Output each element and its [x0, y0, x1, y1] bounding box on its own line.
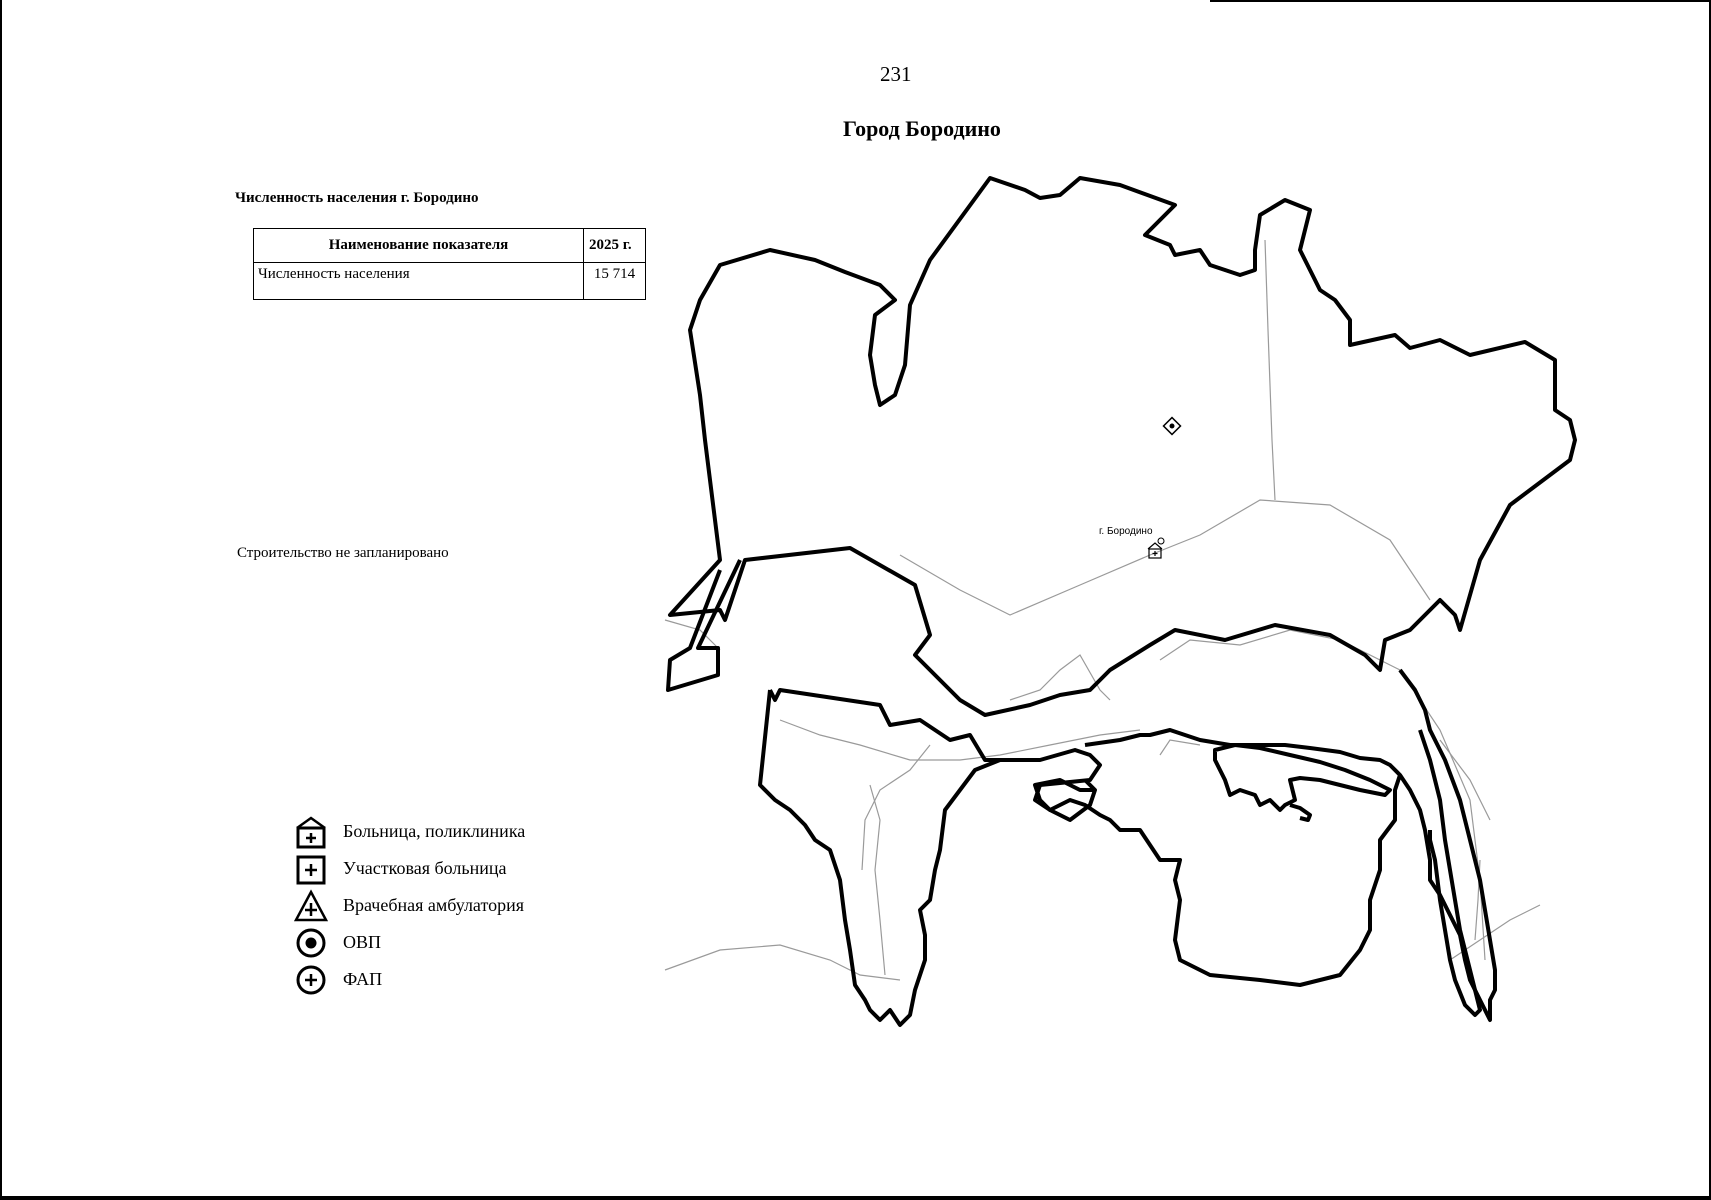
population-heading: Численность населения г. Бородино: [235, 190, 479, 206]
road-line: [665, 945, 900, 980]
settlement-label: г. Бородино: [1099, 526, 1153, 537]
bay-boundary: [1215, 745, 1390, 810]
road-line: [870, 785, 885, 975]
legend-label: ФАП: [343, 969, 383, 989]
road-line: [1440, 740, 1490, 820]
marker-north: [1164, 418, 1181, 435]
fap-icon: [293, 962, 329, 998]
legend-label: Врачебная амбулатория: [343, 895, 524, 915]
northern-territory-boundary: [670, 178, 1575, 715]
legend-label: Больница, поликлиника: [343, 821, 526, 841]
ovp-icon: [293, 925, 329, 961]
boundaries-layer: [668, 178, 1575, 1025]
southwest-territory-boundary: [760, 690, 1100, 1025]
column-header-indicator: Наименование показателя: [254, 229, 584, 263]
legend-label: ОВП: [343, 932, 382, 952]
diamond-marker-dot: [1170, 424, 1175, 429]
column-header-year: 2025 г.: [584, 229, 646, 263]
river-line: [1160, 630, 1485, 960]
page-number: 231: [880, 62, 912, 86]
legend-label: Участковая больница: [343, 858, 507, 878]
road-line: [862, 745, 930, 870]
bay-inlet-boundary: [1290, 805, 1310, 820]
map-title: Город Бородино: [843, 116, 1001, 141]
map-legend: [293, 813, 525, 998]
district-hospital-icon: [293, 851, 329, 887]
south-central-territory-boundary: [1035, 670, 1495, 1020]
construction-note: Строительство не запланировано: [237, 545, 449, 561]
settlement-ovp-icon: [1158, 538, 1164, 544]
settlement-borodino: [1099, 526, 1164, 558]
legend-item: [293, 850, 525, 887]
road-line: [900, 500, 1430, 615]
legend-item: [293, 961, 525, 998]
hospital-icon: [293, 814, 329, 850]
row-label: Численность населения: [254, 263, 584, 300]
roads-layer: [665, 240, 1540, 980]
road-line: [1160, 740, 1200, 755]
road-line: [1265, 240, 1275, 500]
legend-item: [293, 924, 525, 961]
row-value: 15 714: [584, 263, 646, 300]
legend-item: [293, 813, 525, 850]
legend-item: [293, 887, 525, 924]
ambulatory-icon: [293, 888, 329, 924]
